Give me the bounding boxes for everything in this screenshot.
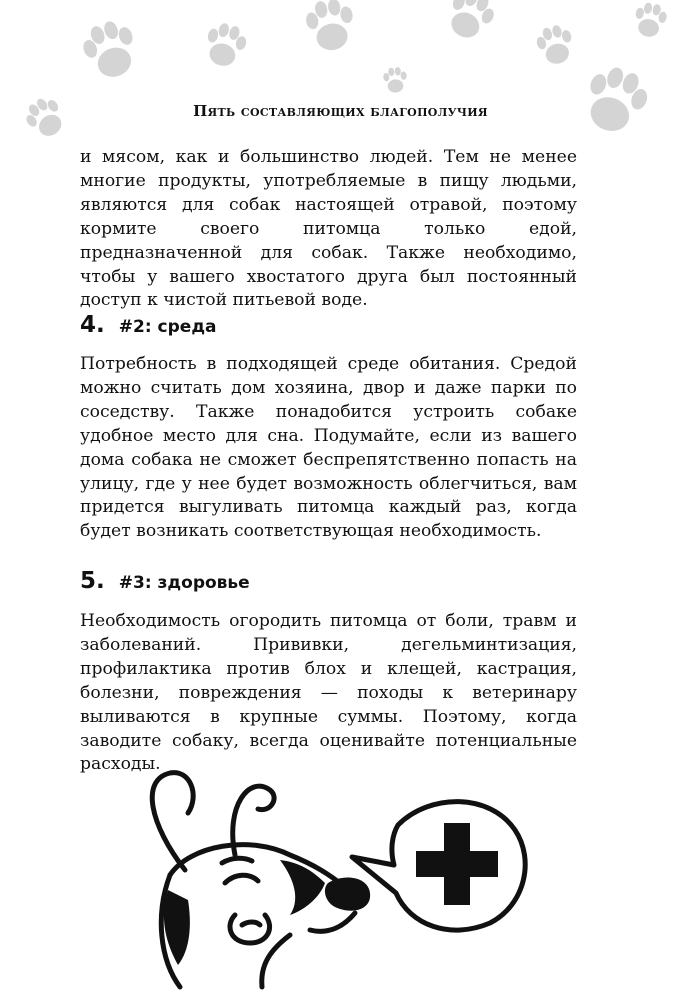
intro-text: и мясом, как и большинство людей. Тем не менее многие продукты, употребляемые в пищу людьми, являются для собак настоящей отравой, поэтому кормите своего питомца только едой, предназначенной для собак. Также необходимо, чтобы у вашего хвостатого друга был постоянный доступ к чистой питьевой воде.: [80, 147, 577, 311]
health-paragraph: [80, 610, 577, 777]
dog-eyebrow: [222, 858, 252, 863]
dog-chin: [262, 935, 290, 987]
section-heading-health: [80, 568, 250, 594]
paw-icon: [441, 0, 499, 45]
section-number: 4.: [80, 312, 105, 338]
paw-icon: [577, 61, 654, 140]
section-number: 5.: [80, 568, 105, 594]
dog-paw-detail: [242, 922, 260, 925]
environment-paragraph: [80, 353, 577, 544]
running-title: Пять составляющих благополучия: [193, 102, 488, 120]
paw-icon: [534, 22, 578, 68]
dog-eye-closed: [225, 875, 258, 883]
health-text: Необходимость огородить питомца от боли, травм и заболеваний. Прививки, дегельминтизация, профилактика против блох и клещей, кастрация, болезни, повреждения — походы к ветеринару выливаются в крупные суммы. Поэтому, когда заводите собаку, всегда оценивайте потенциальные расходы.: [80, 611, 577, 775]
paw-icon: [632, 1, 669, 40]
dog-mouth: [310, 913, 355, 931]
paw-icon: [383, 66, 409, 93]
section-heading-environment: [80, 312, 217, 338]
dog-ear-left: [152, 773, 193, 870]
paw-icon: [303, 0, 358, 54]
dog-nose: [325, 878, 370, 911]
section-title: #3: здоровье: [118, 573, 250, 593]
intro-paragraph: [80, 146, 577, 313]
environment-text: Потребность в подходящей среде обитания. Средой можно считать дом хозяина, двор и даже парки по соседству. Также понадобится устроить собаке удобное место для сна. Подумайте, если из вашего дома собака не сможет беспрепятственно попасть на улицу, где у нее будет возможность облегчиться, вам придется выгуливать питомца каждый раз, когда будет возникать соответствующая необходимость.: [80, 354, 577, 542]
dog-illustration: [130, 765, 540, 990]
paw-icon: [77, 15, 143, 84]
plus-cross-icon: [416, 823, 498, 905]
dog-paw: [230, 915, 270, 943]
section-title: #2: среда: [118, 317, 217, 337]
paw-icon: [201, 20, 250, 71]
dog-patch: [164, 890, 190, 965]
